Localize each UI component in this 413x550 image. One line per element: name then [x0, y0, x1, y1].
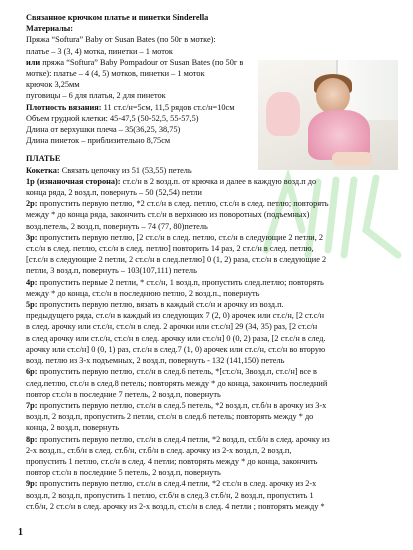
- row-text: пропустить первую петлю, ст.с/н в след.6 петель, *[ст.с/н, 3возд.п, ст.с/н] все в: [37, 367, 317, 377]
- row-number: 5р:: [26, 300, 38, 310]
- pattern-row-line: повтор ст.с/н в последние 5 петель, 2 возд.п, повернуть: [26, 468, 221, 478]
- row-number: 2р:: [26, 199, 38, 209]
- materials-line: крючок 3,25мм: [26, 80, 80, 90]
- materials-line: Пряжа “Softura” Baby от Susan Bates (по 50г в мотке):: [26, 35, 216, 45]
- measure-line: Длина пинеток – приблизительно 8,75см: [26, 136, 171, 146]
- pattern-row-line: между * до конца ряда, закончить ст.с/н в верхнюю из поворотных (подъемных): [26, 210, 310, 220]
- yoke-label: Кокетка:: [26, 165, 60, 175]
- materials-line: мотке): платье – 4 (4, 5) мотков, пинетки – 1 моток: [26, 69, 205, 79]
- document-title: Связанное крючком платье и пинетки Sinderella: [26, 13, 209, 22]
- dress-heading: ПЛАТЬЕ: [26, 154, 61, 164]
- materials-line: пуговицы – 6 для платья, 2 для пинеток: [26, 91, 166, 101]
- pattern-row-line: [26, 400, 398, 411]
- pattern-row-line: ст.с/н в след. петлю, ст.с/н в след. петлю] повторить 14 раз, 2 ст.с/н в след. петлю,: [26, 244, 314, 254]
- pattern-row-line: [26, 232, 398, 243]
- row-number: 7р:: [26, 400, 38, 410]
- page-number: 1: [18, 527, 23, 538]
- pattern-row-line: возд. петлю из 3-х подъемных, 2 возд.п, повернуть - 132 (141,150) петель: [26, 356, 285, 366]
- pattern-row-line: след.петлю, ст.с/н в след.8 петель; повторять между * до конца, закончить последний: [26, 378, 328, 388]
- pattern-row-line: в след арочку или ст.с/н, ст.с/н в след. арочку или ст.с/н] 0 (0, 2) раза, [2 ст.с/н в след.: [26, 333, 326, 343]
- materials-line: [26, 57, 398, 68]
- pattern-row-line: предыдущего ряда, ст.с/н в каждый из следующих 7 (2, 0) арочек или ст.с/н, [2 ст.с/н: [26, 311, 325, 321]
- row-text: пропустить первую петлю, ст.с/н в след.5 петель, *2 возд.п, ст.б/н в арочку из 3-х: [37, 400, 327, 410]
- pattern-row-line: пропустить 1 петлю, ст.с/н в след. 4 петли; повторять между * до конца, закончить: [26, 456, 318, 466]
- pattern-row-line: арочку или ст.с/н] 0 (0, 1) раз, ст.с/н в след.7 (1, 0) арочек или ст.с/н, ст.с/н во вторую: [26, 344, 326, 354]
- pattern-row-line: петли, 3 возд.п, повернуть – 103(107,111) петель: [26, 266, 197, 276]
- row-text: пропустить первые 2 петли, * ст.с/н, 1 возд.п, пропустить след.петлю; повторять: [37, 277, 324, 287]
- pattern-row-line: конца, 2 возд.п, повернуть: [26, 423, 119, 433]
- row-text: пропустить первую петлю, ст.с/н в след.4 петли, *2 ст.с/н в след. арочку из 2-х: [37, 479, 317, 489]
- pattern-row-line: повтор ст.с/н в последние 7 петель, 2 возд.п, повернуть: [26, 389, 221, 399]
- document-body: [26, 12, 398, 512]
- pattern-rows: [26, 176, 398, 512]
- row-number: 9р:: [26, 479, 38, 489]
- yoke-line: [26, 165, 398, 176]
- yoke-text: Связать цепочку из 51 (53,55) петель: [59, 165, 192, 175]
- pattern-row-line: [26, 176, 398, 187]
- pattern-row-line: [26, 277, 398, 288]
- pattern-row-line: [26, 299, 398, 310]
- row-number: 6р:: [26, 367, 38, 377]
- pattern-row-line: возд.п, 2 возд.п, пропустить 1 петлю, ст.б/н в след.3 ст.б/н, 2 возд.п, пропустить 1: [26, 490, 314, 500]
- pattern-row-line: 2-х возд.п., ст.б/н в след. ст.б/н, ст.б/н в след. арочку из 2-х возд.п, 2 возд.п,: [26, 445, 292, 455]
- row-text: ст.с/н в 2 возд.п. от крючка и далее в каждую возд.п до: [120, 176, 317, 186]
- pattern-row-line: [26, 198, 398, 209]
- row-number: 4р:: [26, 277, 38, 287]
- density-value: 11 ст.с/н=5см, 11,5 рядов ст.с/н=10см: [101, 102, 235, 112]
- pattern-row-line: между * до конца, ст.с/н в последнюю петлю, 2 возд.п., повернуть: [26, 288, 260, 298]
- row-number: 1р (изнаночная сторона):: [26, 176, 121, 186]
- pattern-row-line: [26, 366, 398, 377]
- measure-line: Длина от верхушки плеча – 35(36,25, 38,75): [26, 125, 181, 135]
- row-number: 3р:: [26, 232, 38, 242]
- density-line: [26, 102, 398, 113]
- row-text: пропустить первую петлю, [2 ст.с/н в след. петлю, ст.с/н в следующие 2 петли, 2: [37, 232, 323, 242]
- materials-line-text: пряжа “Softura” Baby Pompadour от Susan Bates (по 50г в: [42, 57, 244, 67]
- pattern-row-line: в след. арочку или ст.с/н, ст.с/н в след. 2 арочки или ст.с/н] 29 (34, 35) раз, [2 ст.с/н: [26, 322, 318, 332]
- pattern-row-line: [26, 434, 398, 445]
- pattern-row-line: возд.петель, 2 возд.п, повернуть – 74 (77, 80)петель: [26, 221, 208, 231]
- or-word: или: [26, 57, 41, 67]
- materials-line: платье – 3 (3, 4) мотка, пинетки – 1 моток: [26, 46, 173, 56]
- row-text: пропустить первую петлю, вязать в каждый ст.с/н и арочку из возд.п.: [37, 300, 284, 310]
- pattern-row-line: возд.п, 2 возд.п, пропустить 2 петли, ст.с/н в след.6 петель; повторять между * до: [26, 412, 314, 422]
- pattern-row-line: [26, 478, 398, 489]
- pattern-row-line: конца ряда, 2 возд.п, повернуть – 50 (52,54) петли: [26, 188, 203, 198]
- row-text: пропустить первую петлю, ст.с/н в след.4 петли, *2 возд.п, ст.б/н в след. арочку из: [37, 434, 330, 444]
- pattern-row-line: ст.б/н, 2 ст.с/н в след. арочку из 2-х возд.п, ст.с/н в след. 4 петли ; повторять между *: [26, 501, 325, 511]
- materials-heading: Материалы:: [26, 24, 74, 34]
- density-label: Плотность вязания:: [26, 102, 102, 112]
- pattern-row-line: [ст.с/н в следующие 2 петли, 2 ст.с/н в след.петлю] 0 (1, 2) раза, ст.с/н в следующие 2: [26, 255, 327, 265]
- row-number: 8р:: [26, 434, 38, 444]
- row-text: пропустить первую петлю, *2 ст.с/н в след. петлю, ст.с/н в след. петлю; повторять: [37, 199, 329, 209]
- measure-line: Объем грудной клетки: 45-47,5 (50-52,5, 55-57,5): [26, 113, 199, 123]
